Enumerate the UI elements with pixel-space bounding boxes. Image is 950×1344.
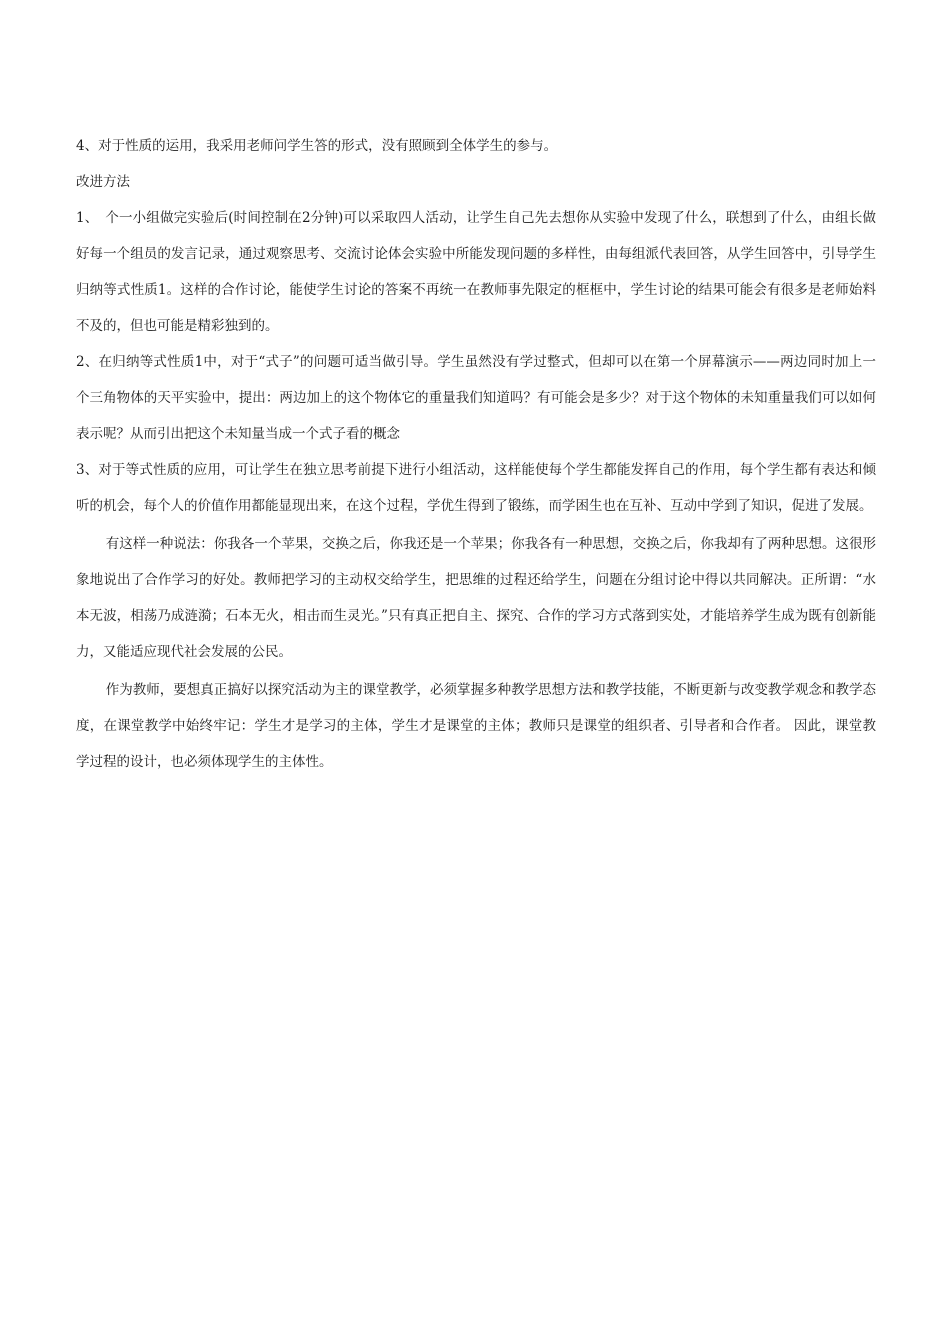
paragraph-item-4: 4、对于性质的运用，我采用老师问学生答的形式，没有照顾到全体学生的参与。 <box>76 138 558 154</box>
paragraph-teacher-role: 作为教师，要想真正搞好以探究活动为主的课堂教学，必须掌握多种教学思想方法和教学技能，不断更新与改变教学观念和教学态度，在课堂教学中始终牢记：学生才是学习的主体，学生才是课堂的主体；教师只是课堂的组织者、引导者和合作者。 因此，课堂教学过程的设计，也必须体现学生的主体性。 <box>76 682 876 770</box>
paragraph-improvement-2: 2、在归纳等式性质1中，对于“式子”的问题可适当做引导。学生虽然没有学过整式，但却可以在第一个屏幕演示——两边同时加上一个三角物体的天平实验中，提出：两边加上的这个物体它的重量我们知道吗？有可能会是多少？对于这个物体的未知重量我们可以如何表示呢？从而引出把这个未知量当成一个式子看的概念 <box>76 354 876 442</box>
paragraph-improvement-1: 1、 个一小组做完实验后(时间控制在2分钟)可以采取四人活动，让学生自己先去想你从实验中发现了什么，联想到了什么，由组长做好每一个组员的发言记录，通过观察思考、交流讨论体会实验中所能发现问题的多样性，由每组派代表回答，从学生回答中，引导学生归纳等式性质1。这样的合作讨论，能使学生讨论的答案不再统一在教师事先限定的框框中，学生讨论的结果可能会有很多是老师始料不及的，但也可能是精彩独到的。 <box>76 210 876 334</box>
paragraph-improvement-3: 3、对于等式性质的应用，可让学生在独立思考前提下进行小组活动，这样能使每个学生都能发挥自己的作用，每个学生都有表达和倾听的机会，每个人的价值作用都能显现出来，在这个过程，学优生得到了锻练，而学困生也在互补、互动中学到了知识，促进了发展。 <box>76 462 876 514</box>
document-page <box>76 128 876 780</box>
section-heading-improvement: 改进方法 <box>76 174 130 190</box>
paragraph-cooperative-learning: 有这样一种说法：你我各一个苹果，交换之后，你我还是一个苹果；你我各有一种思想，交换之后，你我却有了两种思想。这很形象地说出了合作学习的好处。教师把学习的主动权交给学生，把思维的过程还给学生，问题在分组讨论中得以共同解决。正所谓：“水本无波，相荡乃成涟漪；石本无火，相击而生灵光。”只有真正把自主、探究、合作的学习方式落到实处，才能培养学生成为既有创新能力，又能适应现代社会发展的公民。 <box>76 536 876 660</box>
